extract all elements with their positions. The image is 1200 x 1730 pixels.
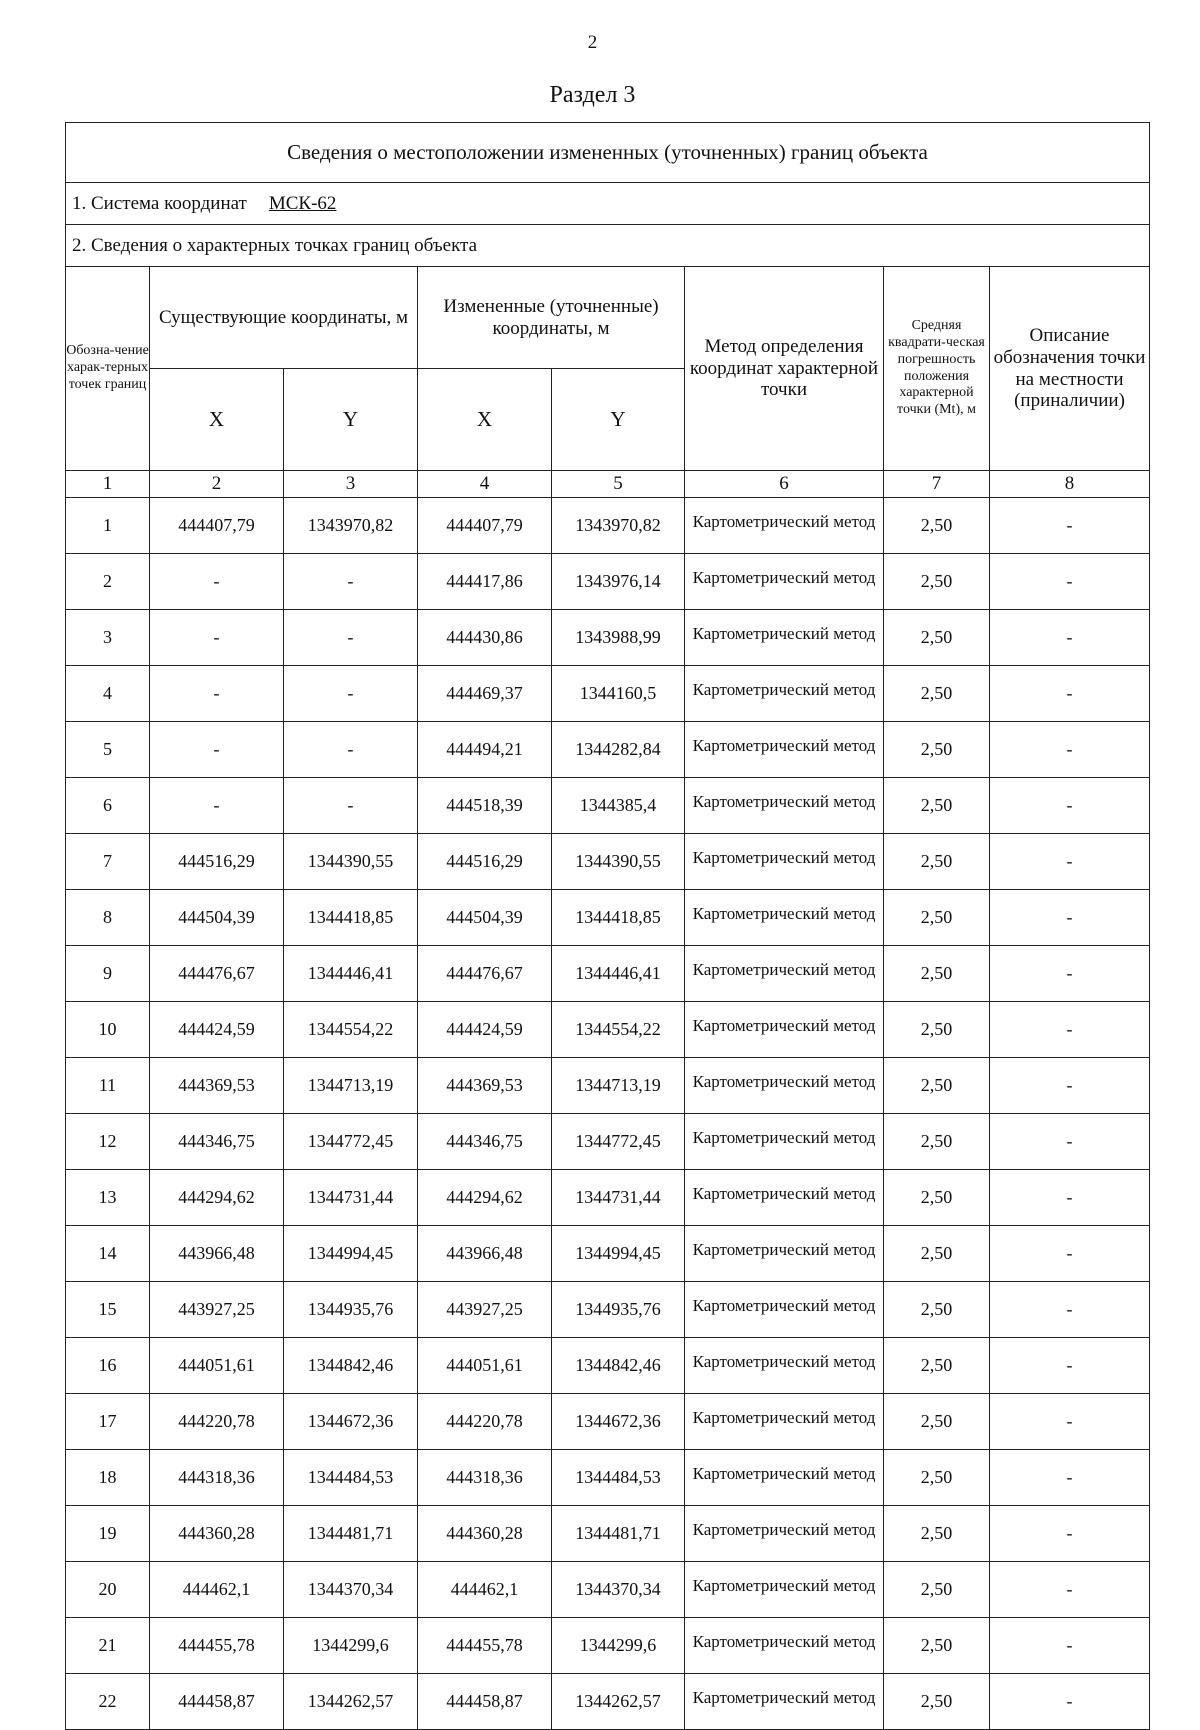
header-existing-y: Y	[284, 369, 418, 471]
cell-changed-x: 444051,61	[418, 1338, 552, 1394]
cell-description: -	[990, 1002, 1150, 1058]
coord-system-row	[66, 183, 1150, 225]
cell-error: 2,50	[884, 1226, 990, 1282]
cell-changed-x: 444458,87	[418, 1674, 552, 1730]
header-changed-x: X	[418, 369, 552, 471]
table-row	[66, 1338, 1150, 1394]
cell-existing-x: 444360,28	[150, 1506, 284, 1562]
cell-point-number: 9	[66, 946, 150, 1002]
cell-method: Картометрический метод	[685, 1450, 884, 1506]
table-row	[66, 1618, 1150, 1674]
cell-error: 2,50	[884, 890, 990, 946]
table-row	[66, 666, 1150, 722]
cell-point-number: 7	[66, 834, 150, 890]
cell-changed-x: 444430,86	[418, 610, 552, 666]
cell-changed-y: 1344390,55	[552, 834, 685, 890]
cell-existing-x: 444455,78	[150, 1618, 284, 1674]
cell-point-number: 6	[66, 778, 150, 834]
cell-method: Картометрический метод	[685, 778, 884, 834]
cell-existing-x: 444294,62	[150, 1170, 284, 1226]
cell-changed-x: 443966,48	[418, 1226, 552, 1282]
cell-changed-x: 444417,86	[418, 554, 552, 610]
cell-error: 2,50	[884, 1450, 990, 1506]
cell-changed-x: 444462,1	[418, 1562, 552, 1618]
cell-method: Картометрический метод	[685, 722, 884, 778]
cell-existing-y: 1344672,36	[284, 1394, 418, 1450]
cell-error: 2,50	[884, 1002, 990, 1058]
cell-method: Картометрический метод	[685, 1114, 884, 1170]
cell-existing-y: 1344554,22	[284, 1002, 418, 1058]
header-existing-coords: Существующие координаты, м	[150, 267, 418, 369]
table-row	[66, 1226, 1150, 1282]
column-number: 1	[66, 471, 150, 498]
cell-changed-x: 444469,37	[418, 666, 552, 722]
column-numbers-row	[66, 471, 1150, 498]
cell-description: -	[990, 1394, 1150, 1450]
points-section-label: 2. Сведения о характерных точках границ объекта	[66, 225, 1150, 267]
cell-error: 2,50	[884, 1618, 990, 1674]
cell-method: Картометрический метод	[685, 1170, 884, 1226]
table-row	[66, 1114, 1150, 1170]
table-row	[66, 946, 1150, 1002]
cell-changed-x: 444504,39	[418, 890, 552, 946]
cell-changed-y: 1344282,84	[552, 722, 685, 778]
table-row	[66, 722, 1150, 778]
cell-existing-x: 444369,53	[150, 1058, 284, 1114]
cell-existing-y: 1344481,71	[284, 1506, 418, 1562]
cell-method: Картометрический метод	[685, 498, 884, 554]
coord-system-value: МСК-62	[268, 192, 337, 214]
cell-existing-x: -	[150, 610, 284, 666]
cell-changed-x: 444476,67	[418, 946, 552, 1002]
table-row	[66, 1170, 1150, 1226]
header-description: Описание обозначения точки на местности (приналичии)	[990, 267, 1150, 471]
cell-existing-y: 1344935,76	[284, 1282, 418, 1338]
cell-point-number: 5	[66, 722, 150, 778]
cell-method: Картометрический метод	[685, 1562, 884, 1618]
cell-method: Картометрический метод	[685, 1226, 884, 1282]
cell-method: Картометрический метод	[685, 554, 884, 610]
cell-point-number: 4	[66, 666, 150, 722]
cell-point-number: 22	[66, 1674, 150, 1730]
cell-changed-y: 1344713,19	[552, 1058, 685, 1114]
cell-existing-x: 444476,67	[150, 946, 284, 1002]
cell-existing-y: 1343970,82	[284, 498, 418, 554]
cell-changed-y: 1344299,6	[552, 1618, 685, 1674]
column-number: 6	[685, 471, 884, 498]
cell-changed-x: 444494,21	[418, 722, 552, 778]
cell-error: 2,50	[884, 1562, 990, 1618]
cell-existing-y: 1344994,45	[284, 1226, 418, 1282]
cell-changed-y: 1344385,4	[552, 778, 685, 834]
cell-description: -	[990, 1562, 1150, 1618]
header-changed-coords: Измененные (уточненные) координаты, м	[418, 267, 685, 369]
cell-existing-y: 1344842,46	[284, 1338, 418, 1394]
cell-existing-y: 1344484,53	[284, 1450, 418, 1506]
column-number: 7	[884, 471, 990, 498]
column-number: 2	[150, 471, 284, 498]
cell-point-number: 3	[66, 610, 150, 666]
column-number: 5	[552, 471, 685, 498]
cell-changed-x: 444455,78	[418, 1618, 552, 1674]
cell-error: 2,50	[884, 834, 990, 890]
cell-description: -	[990, 1338, 1150, 1394]
cell-changed-y: 1344160,5	[552, 666, 685, 722]
cell-existing-x: 444458,87	[150, 1674, 284, 1730]
cell-point-number: 8	[66, 890, 150, 946]
boundary-points-table	[65, 122, 1150, 1730]
cell-changed-y: 1344772,45	[552, 1114, 685, 1170]
cell-existing-x: 443966,48	[150, 1226, 284, 1282]
cell-existing-y: -	[284, 610, 418, 666]
cell-description: -	[990, 1450, 1150, 1506]
cell-changed-y: 1344842,46	[552, 1338, 685, 1394]
cell-existing-x: 444516,29	[150, 834, 284, 890]
cell-changed-y: 1344370,34	[552, 1562, 685, 1618]
cell-existing-x: 444220,78	[150, 1394, 284, 1450]
cell-changed-y: 1344484,53	[552, 1450, 685, 1506]
cell-method: Картометрический метод	[685, 946, 884, 1002]
table-row	[66, 1394, 1150, 1450]
cell-existing-y: 1344370,34	[284, 1562, 418, 1618]
cell-changed-x: 444346,75	[418, 1114, 552, 1170]
table-row	[66, 1282, 1150, 1338]
cell-point-number: 12	[66, 1114, 150, 1170]
cell-point-number: 17	[66, 1394, 150, 1450]
cell-error: 2,50	[884, 1338, 990, 1394]
section-title: Раздел 3	[549, 82, 636, 108]
cell-changed-y: 1343970,82	[552, 498, 685, 554]
cell-changed-x: 444424,59	[418, 1002, 552, 1058]
cell-error: 2,50	[884, 498, 990, 554]
cell-point-number: 10	[66, 1002, 150, 1058]
table-row	[66, 498, 1150, 554]
cell-description: -	[990, 498, 1150, 554]
cell-changed-y: 1344262,57	[552, 1674, 685, 1730]
cell-description: -	[990, 1618, 1150, 1674]
cell-method: Картометрический метод	[685, 1506, 884, 1562]
cell-point-number: 18	[66, 1450, 150, 1506]
table-title: Сведения о местоположении измененных (уточненных) границ объекта	[66, 123, 1150, 183]
cell-description: -	[990, 554, 1150, 610]
cell-error: 2,50	[884, 1674, 990, 1730]
table-row	[66, 1450, 1150, 1506]
cell-changed-y: 1344994,45	[552, 1226, 685, 1282]
cell-point-number: 2	[66, 554, 150, 610]
cell-description: -	[990, 1058, 1150, 1114]
cell-point-number: 21	[66, 1618, 150, 1674]
cell-error: 2,50	[884, 1170, 990, 1226]
header-method: Метод определения координат характерной точки	[685, 267, 884, 471]
cell-error: 2,50	[884, 1058, 990, 1114]
cell-error: 2,50	[884, 946, 990, 1002]
cell-point-number: 20	[66, 1562, 150, 1618]
cell-error: 2,50	[884, 722, 990, 778]
cell-changed-y: 1344672,36	[552, 1394, 685, 1450]
table-row	[66, 1002, 1150, 1058]
page-number: 2	[587, 32, 598, 53]
cell-changed-x: 444369,53	[418, 1058, 552, 1114]
cell-existing-y: 1344299,6	[284, 1618, 418, 1674]
cell-existing-x: -	[150, 554, 284, 610]
cell-description: -	[990, 1674, 1150, 1730]
cell-changed-y: 1344554,22	[552, 1002, 685, 1058]
cell-changed-y: 1343988,99	[552, 610, 685, 666]
cell-changed-x: 444516,29	[418, 834, 552, 890]
cell-changed-x: 444318,36	[418, 1450, 552, 1506]
cell-changed-x: 444360,28	[418, 1506, 552, 1562]
table-row	[66, 834, 1150, 890]
table-row	[66, 610, 1150, 666]
cell-existing-x: -	[150, 778, 284, 834]
cell-description: -	[990, 890, 1150, 946]
cell-existing-x: -	[150, 722, 284, 778]
cell-existing-y: 1344390,55	[284, 834, 418, 890]
cell-changed-x: 443927,25	[418, 1282, 552, 1338]
cell-existing-y: -	[284, 666, 418, 722]
table-row	[66, 1562, 1150, 1618]
table-row	[66, 1674, 1150, 1730]
cell-method: Картометрический метод	[685, 1674, 884, 1730]
cell-error: 2,50	[884, 610, 990, 666]
cell-existing-y: 1344418,85	[284, 890, 418, 946]
cell-description: -	[990, 1114, 1150, 1170]
cell-point-number: 13	[66, 1170, 150, 1226]
cell-method: Картометрический метод	[685, 1002, 884, 1058]
cell-method: Картометрический метод	[685, 1394, 884, 1450]
cell-description: -	[990, 1170, 1150, 1226]
cell-existing-x: 444424,59	[150, 1002, 284, 1058]
cell-method: Картометрический метод	[685, 890, 884, 946]
cell-method: Картометрический метод	[685, 834, 884, 890]
cell-description: -	[990, 946, 1150, 1002]
cell-existing-x: 444051,61	[150, 1338, 284, 1394]
cell-description: -	[990, 666, 1150, 722]
header-changed-y: Y	[552, 369, 685, 471]
cell-error: 2,50	[884, 666, 990, 722]
column-number: 4	[418, 471, 552, 498]
header-point-designation: Обозна-чение харак-терных точек границ	[66, 267, 150, 471]
cell-changed-x: 444518,39	[418, 778, 552, 834]
cell-description: -	[990, 1282, 1150, 1338]
cell-description: -	[990, 1226, 1150, 1282]
cell-point-number: 15	[66, 1282, 150, 1338]
cell-existing-x: 444504,39	[150, 890, 284, 946]
cell-error: 2,50	[884, 1506, 990, 1562]
cell-point-number: 16	[66, 1338, 150, 1394]
table-row	[66, 554, 1150, 610]
cell-changed-x: 444407,79	[418, 498, 552, 554]
cell-error: 2,50	[884, 778, 990, 834]
header-existing-x: X	[150, 369, 284, 471]
cell-point-number: 19	[66, 1506, 150, 1562]
cell-existing-y: -	[284, 722, 418, 778]
header-error: Средняя квадрати-ческая погрешность положения характерной точки (Mt), м	[884, 267, 990, 471]
table-row	[66, 778, 1150, 834]
cell-point-number: 11	[66, 1058, 150, 1114]
table-row	[66, 1506, 1150, 1562]
cell-existing-x: 444407,79	[150, 498, 284, 554]
cell-changed-x: 444294,62	[418, 1170, 552, 1226]
cell-description: -	[990, 722, 1150, 778]
cell-point-number: 1	[66, 498, 150, 554]
cell-existing-y: 1344731,44	[284, 1170, 418, 1226]
table-row	[66, 1058, 1150, 1114]
cell-description: -	[990, 1506, 1150, 1562]
cell-existing-x: -	[150, 666, 284, 722]
cell-changed-y: 1344446,41	[552, 946, 685, 1002]
cell-method: Картометрический метод	[685, 1058, 884, 1114]
cell-changed-y: 1344935,76	[552, 1282, 685, 1338]
column-number: 8	[990, 471, 1150, 498]
cell-error: 2,50	[884, 1282, 990, 1338]
column-number: 3	[284, 471, 418, 498]
coord-system-label: 1. Система координат	[72, 192, 247, 214]
cell-existing-y: -	[284, 778, 418, 834]
cell-changed-y: 1344418,85	[552, 890, 685, 946]
cell-description: -	[990, 610, 1150, 666]
cell-existing-y: 1344713,19	[284, 1058, 418, 1114]
table-row	[66, 890, 1150, 946]
cell-existing-y: 1344446,41	[284, 946, 418, 1002]
cell-changed-y: 1344481,71	[552, 1506, 685, 1562]
cell-error: 2,50	[884, 554, 990, 610]
cell-description: -	[990, 834, 1150, 890]
cell-existing-x: 443927,25	[150, 1282, 284, 1338]
cell-changed-y: 1343976,14	[552, 554, 685, 610]
cell-existing-x: 444346,75	[150, 1114, 284, 1170]
cell-error: 2,50	[884, 1114, 990, 1170]
cell-method: Картометрический метод	[685, 1282, 884, 1338]
cell-point-number: 14	[66, 1226, 150, 1282]
cell-existing-x: 444318,36	[150, 1450, 284, 1506]
cell-method: Картометрический метод	[685, 1618, 884, 1674]
cell-existing-x: 444462,1	[150, 1562, 284, 1618]
cell-changed-y: 1344731,44	[552, 1170, 685, 1226]
cell-method: Картометрический метод	[685, 1338, 884, 1394]
cell-existing-y: 1344262,57	[284, 1674, 418, 1730]
cell-method: Картометрический метод	[685, 610, 884, 666]
cell-existing-y: -	[284, 554, 418, 610]
cell-changed-x: 444220,78	[418, 1394, 552, 1450]
cell-description: -	[990, 778, 1150, 834]
cell-existing-y: 1344772,45	[284, 1114, 418, 1170]
cell-error: 2,50	[884, 1394, 990, 1450]
cell-method: Картометрический метод	[685, 666, 884, 722]
